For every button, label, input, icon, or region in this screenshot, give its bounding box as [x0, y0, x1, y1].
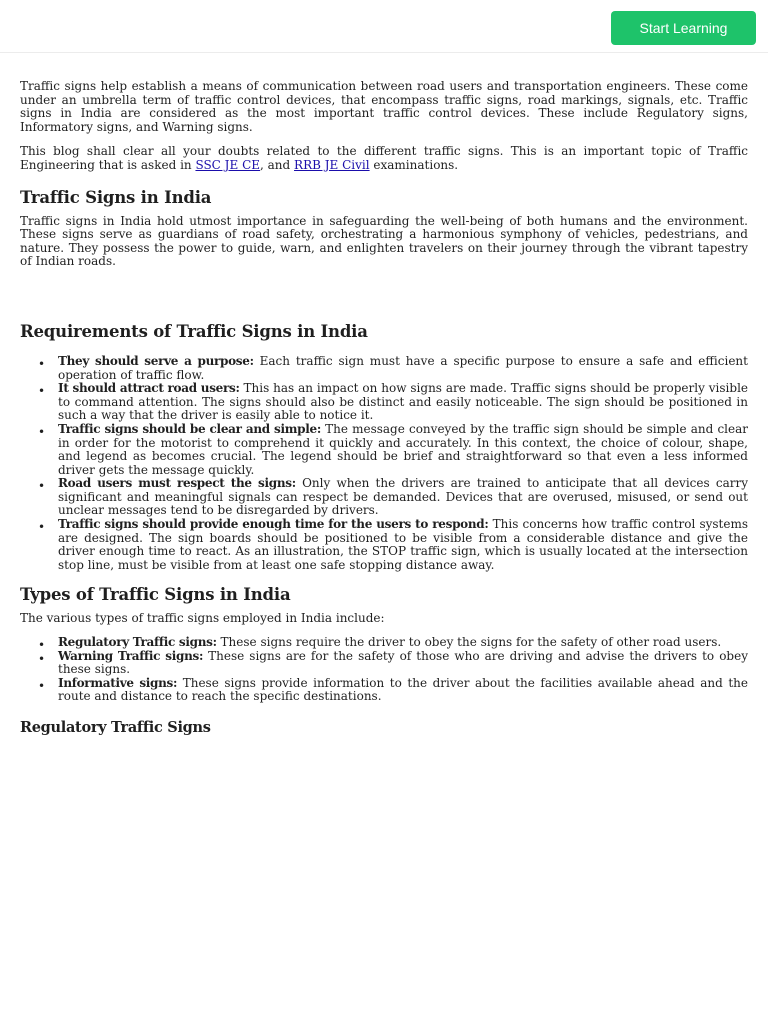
list-item-text: The message conveyed by the traffic sign should be simple and clear in order for the motorist to comprehend it quickly and accurately. In this context, the choice of colour, shape, and legend as becomes crucial. The legend should be brief and straightforward so that even a less informed driver gets the message quickly.: [58, 421, 748, 477]
rrb-je-civil-link[interactable]: RRB JE Civil: [294, 157, 370, 172]
article-body: [20, 80, 748, 738]
list-item-text: This has an impact on how signs are made. Traffic signs should be properly visible to command attention. The signs should also be distinct and easily noticeable. The sign should be positioned in such a way that the driver is easily able to notice it.: [58, 381, 749, 423]
ssc-je-ce-link[interactable]: SSC JE CE: [195, 157, 261, 172]
list-item-label: They should serve a purpose:: [58, 353, 254, 368]
section-heading-regulatory: Regulatory Traffic Signs: [20, 719, 211, 736]
intro-paragraph: Traffic signs help establish a means of communication between road users and transportation engineers. These come under an umbrella term of traffic control devices, that encompass traffic signs, road markings, signals, etc. Traffic signs in India are considered as the most important traffic control devices. These include Regulatory signs, Informatory signs, and Warning signs.: [20, 79, 748, 134]
list-item-text: These signs require the driver to obey the signs for the safety of other road users.: [216, 635, 722, 650]
intro-text-before: This blog shall clear all your doubts related to the different traffic signs. This is an important topic of Traffic Engineering that is asked in: [20, 144, 748, 172]
list-item: [58, 636, 748, 650]
list-item-text: These signs provide information to the driver about the facilities available ahead and the route and distance to reach the specific destinations.: [58, 675, 748, 704]
intro-text-after: examinations.: [369, 157, 459, 172]
list-item-label: Traffic signs should provide enough time for the users to respond:: [58, 517, 489, 532]
list-item-label: It should attract road users:: [58, 381, 240, 396]
list-item-label: Regulatory Traffic signs:: [58, 635, 217, 650]
list-item: [58, 650, 748, 677]
section-heading-traffic-signs: Traffic Signs in India: [20, 187, 212, 207]
requirements-list: [20, 355, 748, 573]
list-item-label: Informative signs:: [58, 675, 178, 690]
types-list: [20, 636, 748, 704]
list-item: [58, 677, 748, 704]
list-item-text: Each traffic sign must have a specific purpose to ensure a safe and efficient operation of traffic flow.: [58, 353, 748, 382]
section-paragraph-traffic-signs: Traffic signs in India hold utmost importance in safeguarding the well-being of both humans and the environment. These signs serve as guardians of road safety, orchestrating a harmonious symphony of vehicles, pedestrians, and nature. They possess the power to guide, warn, and enlighten travelers on their journey through the vibrant tapestry of Indian roads.: [20, 213, 748, 269]
list-item-text: Only when the drivers are trained to anticipate that all devices carry significant and meaningful signals can respect be demanded. Devices that are overused, misused, or send out unclear messages tend to be disregarded by drivers.: [58, 476, 748, 518]
list-item-text: These signs are for the safety of those who are driving and advise the drivers to obey these signs.: [58, 648, 748, 677]
list-item: [58, 355, 748, 382]
list-item: [58, 518, 748, 572]
list-item: [58, 423, 748, 477]
list-item: [58, 477, 748, 518]
list-item-label: Warning Traffic signs:: [58, 648, 204, 663]
top-bar: [0, 0, 768, 53]
types-intro: The various types of traffic signs employed in India include:: [20, 611, 385, 626]
intro-text-middle: , and: [260, 157, 295, 172]
section-heading-requirements: Requirements of Traffic Signs in India: [20, 321, 368, 341]
list-item-label: Road users must respect the signs:: [58, 476, 296, 491]
intro-paragraph-exams: [20, 145, 748, 172]
start-learning-button[interactable]: Start Learning: [611, 11, 756, 45]
list-item-label: Traffic signs should be clear and simple:: [58, 421, 321, 436]
list-item-text: This concerns how traffic control systems are designed. The sign boards should be positioned to be visible from a considerable distance and give the driver enough time to react. As an illustration, the STOP traffic sign, which is usually located at the intersection stop line, must be visible from at least one safe stopping distance away.: [58, 517, 749, 572]
section-heading-types: Types of Traffic Signs in India: [20, 585, 291, 605]
list-item: [58, 382, 748, 423]
